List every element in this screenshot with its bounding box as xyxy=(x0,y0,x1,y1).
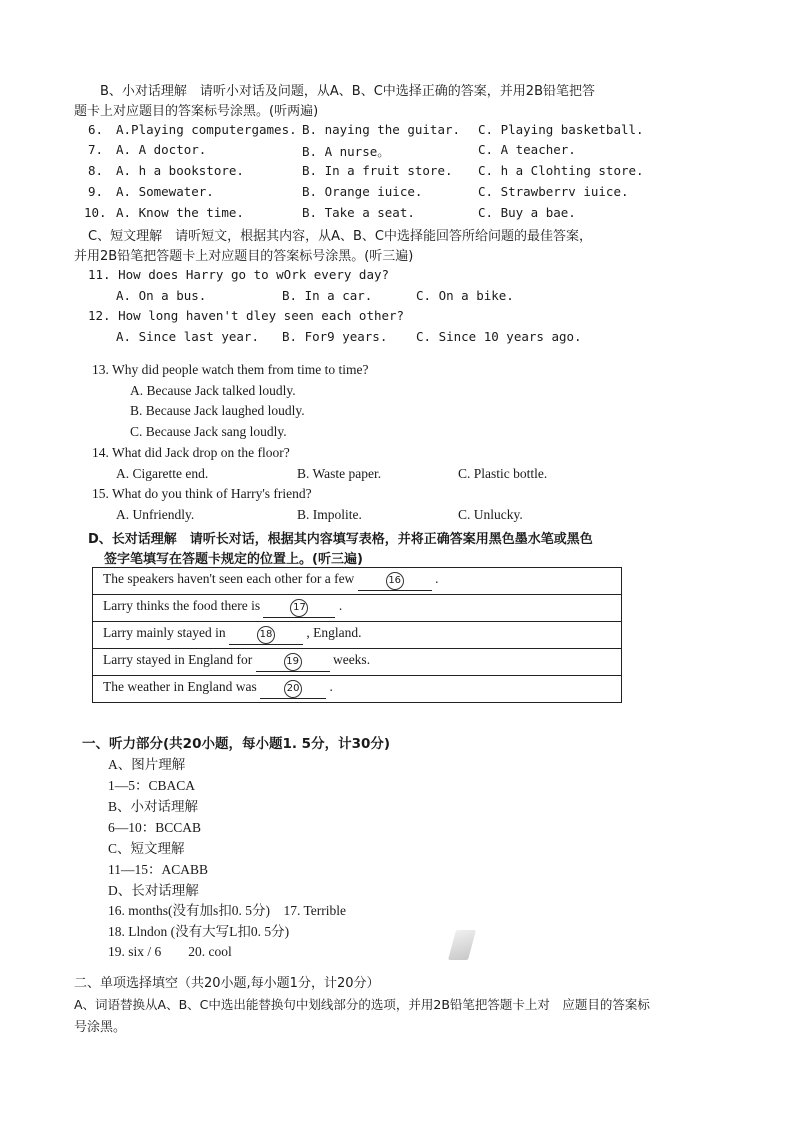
blank-number: 19 xyxy=(284,653,302,671)
blank-number: 16 xyxy=(386,572,404,590)
answer-line: 1—5：CBACA xyxy=(108,778,196,793)
option-b: B. Because Jack laughed loudly. xyxy=(130,403,305,418)
part-d-instruction-cont: 签字笔填写在答题卡规定的位置上。(听三遍) xyxy=(104,552,363,567)
table-row xyxy=(93,568,622,595)
row-text: Larry mainly stayed in xyxy=(103,625,226,640)
answer-line: 11—15：ACABB xyxy=(108,862,209,877)
option-b: B. Impolite. xyxy=(297,507,362,522)
answer-line: 19. six / 6 20. cool xyxy=(108,944,232,959)
answer-blank xyxy=(263,599,335,618)
option-c: C. Buy a bae. xyxy=(478,205,576,220)
row-text-end: weeks. xyxy=(332,652,371,667)
answer-line: D、长对话理解 xyxy=(108,883,199,898)
option-c: C. Strawberrv iuice. xyxy=(478,184,629,199)
section-2-instruction-cont: 号涂黑。 xyxy=(74,1020,127,1035)
answer-blank xyxy=(358,572,432,591)
section-2-instruction: A、词语替换从A、B、C中选出能替换句中划线部分的选项，并用2B铅笔把答题卡上对 应题目的答案标 xyxy=(74,997,650,1012)
question-number: 7. xyxy=(88,142,104,157)
answer-blank xyxy=(229,626,303,645)
table-row xyxy=(93,595,622,622)
table-row xyxy=(93,622,622,649)
part-c-instruction: C、短文理解 请听短文，根据其内容，从A、B、C中选择能回答所给问题的最佳答案， xyxy=(88,229,592,244)
option-c: C. Because Jack sang loudly. xyxy=(130,424,287,439)
option-c: C. A teacher. xyxy=(478,142,576,157)
option-a: A. Because Jack talked loudly. xyxy=(130,383,296,398)
question-11: 11. How does Harry go to wOrk every day? xyxy=(88,267,390,282)
answer-line: A、图片理解 xyxy=(108,757,186,772)
row-text-end: . xyxy=(329,679,333,694)
row-text: Larry thinks the food there is xyxy=(103,598,261,613)
answer-blank xyxy=(256,653,330,672)
part-b-instruction: B、小对话理解 请听小对话及问题，从A、B、C中选择正确的答案，并用2B铅笔把答 xyxy=(100,84,595,99)
option-a: A.Playing computergames. xyxy=(116,122,297,137)
option-b: B. naying the guitar. xyxy=(302,122,461,137)
question-15: 15. What do you think of Harry's friend? xyxy=(92,486,312,501)
question-number: 10. xyxy=(84,205,107,220)
row-text: The speakers haven't seen each other for a few xyxy=(103,571,355,586)
question-number: 8. xyxy=(88,163,104,178)
option-a: A. On a bus. xyxy=(116,288,207,303)
part-b-instruction-cont: 题卡上对应题目的答案标号涂黑。(听两遍) xyxy=(74,104,319,119)
part-c-instruction-cont: 并用2B铅笔把答题卡上对应题目的答案标号涂黑。(听三遍) xyxy=(74,249,414,264)
option-b: B. For9 years. xyxy=(282,329,388,344)
answer-line: 6—10：BCCAB xyxy=(108,820,202,835)
option-a: A. Since last year. xyxy=(116,329,259,344)
row-text-end: . xyxy=(435,571,439,586)
row-text-end: . xyxy=(338,598,343,613)
part-d-instruction: D、长对话理解 请听长对话，根据其内容填写表格，并将正确答案用黑色墨水笔或黑色 xyxy=(88,532,593,547)
option-c: C. Playing basketball. xyxy=(478,122,644,137)
question-12: 12. How long haven't dley seen each other? xyxy=(88,308,405,323)
answer-line: B、小对话理解 xyxy=(108,799,199,814)
option-c: C. Since 10 years ago. xyxy=(416,329,582,344)
row-text: Larry stayed in England for xyxy=(103,652,253,667)
blank-number: 17 xyxy=(290,599,308,617)
table-row xyxy=(93,649,622,676)
option-a: A. A doctor. xyxy=(116,142,207,157)
question-number: 6. xyxy=(88,122,104,137)
fill-in-table xyxy=(92,567,622,703)
answer-line: C、短文理解 xyxy=(108,841,185,856)
blank-number: 18 xyxy=(257,626,275,644)
question-14: 14. What did Jack drop on the floor? xyxy=(92,445,290,460)
table-row xyxy=(93,676,622,703)
answer-line: 18. Llndon (没有大写L扣0. 5分) xyxy=(108,924,290,939)
option-c: C. h a Clohting store. xyxy=(478,163,644,178)
row-text-end: , England. xyxy=(306,625,362,640)
answer-blank xyxy=(260,680,326,699)
row-text: The weather in England was xyxy=(103,679,257,694)
option-b: B. In a car. xyxy=(282,288,373,303)
option-b: B. A nurse。 xyxy=(302,144,390,159)
answer-line: 16. months(没有加s扣0. 5分) 17. Terrible xyxy=(108,903,347,918)
question-number: 9. xyxy=(88,184,104,199)
blank-number: 20 xyxy=(284,680,302,698)
option-a: A. Cigarette end. xyxy=(116,466,209,481)
option-c: C. Plastic bottle. xyxy=(458,466,548,481)
option-a: A. h a bookstore. xyxy=(116,163,244,178)
option-b: B. Orange iuice. xyxy=(302,184,423,199)
question-13: 13. Why did people watch them from time to time? xyxy=(92,362,369,377)
option-c: C. On a bike. xyxy=(416,288,514,303)
option-a: A. Unfriendly. xyxy=(116,507,195,522)
watermark-logo-icon xyxy=(448,930,476,960)
option-b: B. Take a seat. xyxy=(302,205,415,220)
answer-section-heading: 一、听力部分(共20小题，每小题1. 5分，计30分) xyxy=(82,736,391,752)
option-a: A. Somewater. xyxy=(116,184,214,199)
option-b: B. In a fruit store. xyxy=(302,163,453,178)
option-c: C. Unlucky. xyxy=(458,507,523,522)
option-b: B. Waste paper. xyxy=(297,466,382,481)
option-a: A. Know the time. xyxy=(116,205,244,220)
section-2-heading: 二、单项选择填空（共20小题,每小题1分，计20分） xyxy=(74,976,380,991)
